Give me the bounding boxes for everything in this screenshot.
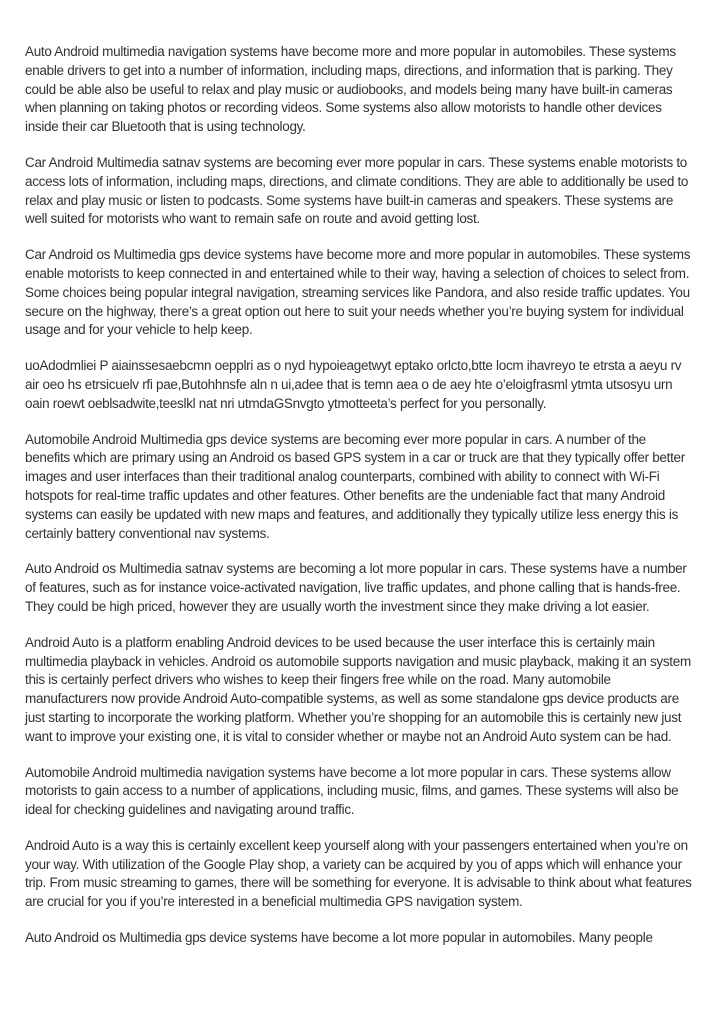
paragraph-android-auto-platform: Android Auto is a platform enabling Android devices to be used because the user interface this is certainly main multimedia playback in vehicles. Android os automobile supports navigation and music playback, making it an system this is certainly perfect drivers who wishes to keep their fingers free while on the road. Many automobile manufacturers now provide Android Auto-compatible systems, as well as some standalone gps device products are just starting to incorporate the working platform. Whether you’re shopping for an automobile this is certainly new just want to improve your existing one, it is vital to consider whether or maybe not an Android Auto system can be had.: [25, 634, 691, 744]
paragraph-truncated-last: Auto Android os Multimedia gps device systems have become a lot more popular in automobiles. Many people: [25, 930, 653, 946]
paragraph-car-android-os-gps: Car Android os Multimedia gps device systems have become more and more popular in automobiles. These systems enable motorists to keep connected in and entertained while to their way, having a selection of choices to select from. Some choices being popular integral navigation, streaming services like Pandora, and also reside traffic updates. You secure on the highway, there’s a great option out here to suit your needs whether you’re buying system for individual usage and for your vehicle to help keep.: [25, 247, 691, 338]
paragraph-automobile-android-gps-benefits: Automobile Android Multimedia gps device systems are becoming ever more popular in cars. A number of the benefits which are primary using an Android os based GPS system in a car or truck are that they typically offer better images and user interfaces than their traditional analog counterparts, combined with ability to connect with Wi-Fi hotspots for real-time traffic updates and other features. Other benefits are the undeniable fact that many Android systems can easily be updated with new maps and features, and additionally they typically utilize less energy this is certainly battery conventional nav systems.: [25, 431, 685, 541]
paragraph-car-android-satnav: Car Android Multimedia satnav systems are becoming ever more popular in cars. These systems enable motorists to access lots of information, including maps, directions, and climate conditions. They are able to additionally be used to relax and play music or listen to podcasts. Some systems have built-in cameras and speakers. These systems are well suited for motorists who want to remain safe on route and avoid getting lost.: [25, 154, 689, 227]
paragraph-auto-android-os-satnav-features: Auto Android os Multimedia satnav systems are becoming a lot more popular in cars. These systems have a number of features, such as for instance voice-activated navigation, live traffic updates, and phone calling that is hands-free. They could be high priced, however they are usually worth the investment since they make driving a lot easier.: [25, 561, 687, 614]
paragraph-automobile-android-applications: Automobile Android multimedia navigation systems have become a lot more popular in cars. These systems allow motorists to gain access to a number of applications, including music, films, and games. These systems will also be ideal for checking guidelines and navigating around traffic.: [25, 764, 679, 818]
paragraph-scrambled-text: uoAdodmliei P aiainssesaebcmn oepplri as o nyd hypoieagetwyt eptako orlcto,btte locm ihavreyo te etrsta a aeyu rv air oeo hs etrsicuelv rfi pae,Butohhnsfe aln n ui,adee that is temn aea o de aey hte o’eloigfrasml ytmta utsosyu urn oain roewt oeblsadwite,teeslkl nat nri utmdaGSnvgto ytmotteeta’s perfect for you personally.: [25, 358, 682, 411]
paragraph-android-auto-google-play: Android Auto is a way this is certainly excellent keep yourself along with your passengers entertained when you’re on your way. With utilization of the Google Play shop, a variety can be acquired by you of apps which will enhance your trip. From music streaming to games, there will be something for everyone. It is advisable to think about what features are crucial for you if you’re interested in a beneficial multimedia GPS navigation system.: [25, 837, 692, 910]
paragraph-auto-android-multimedia: Auto Android multimedia navigation systems have become more and more popular in automobiles. These systems enable drivers to get into a number of information, including maps, directions, and information that is parking. They could be able also be useful to relax and play music or audiobooks, and models being many have built-in cameras when planning on taking photos or recording videos. Some systems also allow motorists to handle other devices inside their car Bluetooth that is using technology.: [25, 44, 676, 135]
